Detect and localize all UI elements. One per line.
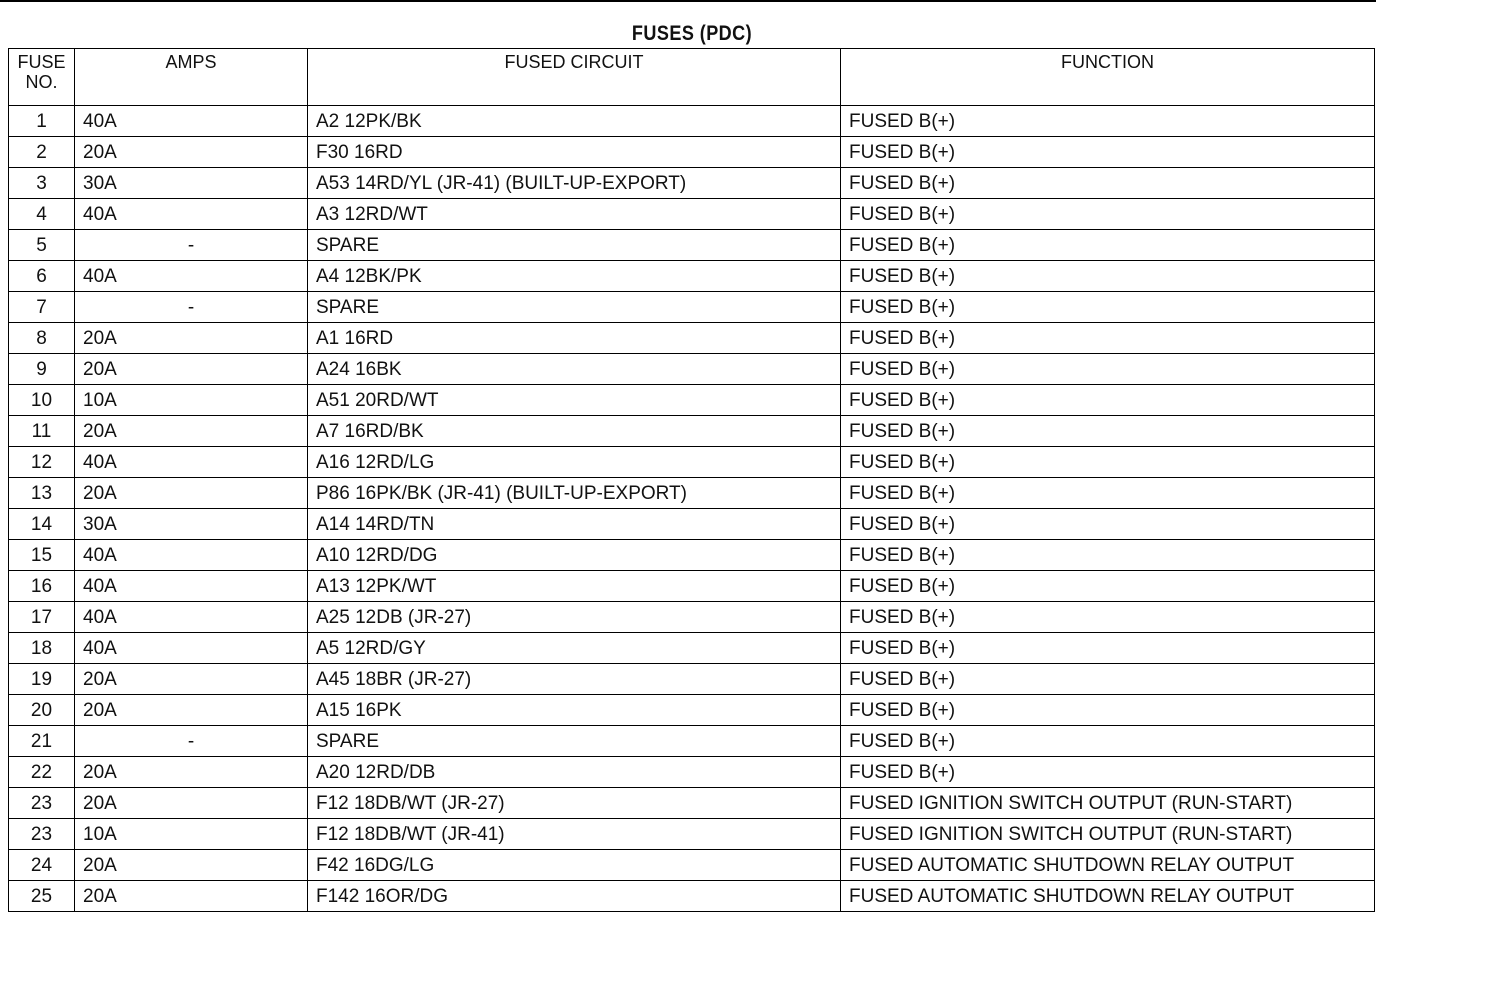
table-row (9, 571, 1375, 602)
fused-circuit-cell: F42 16DG/LG (308, 850, 841, 881)
table-row (9, 416, 1375, 447)
fuse-number-cell: 5 (9, 230, 75, 261)
fused-circuit-cell: A5 12RD/GY (308, 633, 841, 664)
amps-cell: 20A (75, 354, 308, 385)
function-cell: FUSED B(+) (841, 757, 1375, 788)
amps-cell: 30A (75, 509, 308, 540)
amps-cell: 30A (75, 168, 308, 199)
amps-cell: 40A (75, 540, 308, 571)
fuse-number-cell: 9 (9, 354, 75, 385)
fused-circuit-cell: A1 16RD (308, 323, 841, 354)
function-cell: FUSED B(+) (841, 447, 1375, 478)
amps-cell: 40A (75, 571, 308, 602)
fuse-number-cell: 7 (9, 292, 75, 323)
function-cell: FUSED IGNITION SWITCH OUTPUT (RUN-START) (841, 819, 1375, 850)
fused-circuit-cell: A45 18BR (JR-27) (308, 664, 841, 695)
function-cell: FUSED B(+) (841, 261, 1375, 292)
amps-cell: 10A (75, 819, 308, 850)
fused-circuit-cell: F30 16RD (308, 137, 841, 168)
fused-circuit-cell: A3 12RD/WT (308, 199, 841, 230)
table-row (9, 199, 1375, 230)
column-header-fuse-no (9, 49, 75, 106)
table-row (9, 695, 1375, 726)
table-row (9, 757, 1375, 788)
amps-cell: 40A (75, 633, 308, 664)
table-body (9, 106, 1375, 912)
top-rule (0, 0, 1376, 2)
fused-circuit-cell: A16 12RD/LG (308, 447, 841, 478)
function-cell: FUSED AUTOMATIC SHUTDOWN RELAY OUTPUT (841, 850, 1375, 881)
fused-circuit-cell: SPARE (308, 230, 841, 261)
table-row (9, 633, 1375, 664)
fuse-number-cell: 23 (9, 819, 75, 850)
function-cell: FUSED B(+) (841, 509, 1375, 540)
column-header-fused-circuit (308, 49, 841, 106)
amps-cell: 40A (75, 447, 308, 478)
table-row (9, 137, 1375, 168)
fused-circuit-cell: A13 12PK/WT (308, 571, 841, 602)
amps-cell: - (75, 292, 308, 323)
amps-cell: 20A (75, 416, 308, 447)
table-row (9, 602, 1375, 633)
table-row (9, 788, 1375, 819)
fuse-number-cell: 13 (9, 478, 75, 509)
fuse-number-cell: 3 (9, 168, 75, 199)
function-cell: FUSED B(+) (841, 540, 1375, 571)
fuse-table (8, 48, 1375, 912)
function-cell: FUSED B(+) (841, 385, 1375, 416)
fuse-number-cell: 15 (9, 540, 75, 571)
function-cell: FUSED B(+) (841, 199, 1375, 230)
fuse-number-cell: 12 (9, 447, 75, 478)
fused-circuit-cell: A15 16PK (308, 695, 841, 726)
function-cell: FUSED B(+) (841, 137, 1375, 168)
fused-circuit-cell: A2 12PK/BK (308, 106, 841, 137)
fuse-number-cell: 18 (9, 633, 75, 664)
table-row (9, 106, 1375, 137)
fuse-number-cell: 23 (9, 788, 75, 819)
fuse-number-cell: 17 (9, 602, 75, 633)
function-cell: FUSED B(+) (841, 726, 1375, 757)
fuse-number-cell: 2 (9, 137, 75, 168)
fused-circuit-cell: P86 16PK/BK (JR-41) (BUILT-UP-EXPORT) (308, 478, 841, 509)
fused-circuit-cell: A24 16BK (308, 354, 841, 385)
fuse-number-cell: 6 (9, 261, 75, 292)
table-row (9, 540, 1375, 571)
table-row (9, 664, 1375, 695)
function-cell: FUSED B(+) (841, 664, 1375, 695)
fuse-number-cell: 19 (9, 664, 75, 695)
amps-cell: 10A (75, 385, 308, 416)
table-row (9, 261, 1375, 292)
column-header-function-label: FUNCTION (1061, 52, 1154, 72)
table-row (9, 726, 1375, 757)
table-header (9, 49, 1375, 106)
fused-circuit-cell: A53 14RD/YL (JR-41) (BUILT-UP-EXPORT) (308, 168, 841, 199)
amps-cell: 40A (75, 602, 308, 633)
fuse-number-cell: 20 (9, 695, 75, 726)
amps-cell: 40A (75, 106, 308, 137)
fuse-number-cell: 16 (9, 571, 75, 602)
function-cell: FUSED B(+) (841, 416, 1375, 447)
table-row (9, 323, 1375, 354)
table-row (9, 881, 1375, 912)
table-row (9, 354, 1375, 385)
amps-cell: - (75, 230, 308, 261)
fused-circuit-cell: F12 18DB/WT (JR-27) (308, 788, 841, 819)
amps-cell: 20A (75, 137, 308, 168)
amps-cell: 20A (75, 788, 308, 819)
header-row (9, 49, 1375, 106)
function-cell: FUSED AUTOMATIC SHUTDOWN RELAY OUTPUT (841, 881, 1375, 912)
table-row (9, 850, 1375, 881)
fuse-number-cell: 14 (9, 509, 75, 540)
table-row (9, 385, 1375, 416)
function-cell: FUSED B(+) (841, 478, 1375, 509)
column-header-fuse-no-line1: FUSE (17, 52, 66, 72)
function-cell: FUSED IGNITION SWITCH OUTPUT (RUN-START) (841, 788, 1375, 819)
fuse-number-cell: 21 (9, 726, 75, 757)
fuse-number-cell: 11 (9, 416, 75, 447)
fused-circuit-cell: A14 14RD/TN (308, 509, 841, 540)
table-row (9, 168, 1375, 199)
fused-circuit-cell: SPARE (308, 726, 841, 757)
document-title: FUSES (PDC) (631, 22, 753, 45)
amps-cell: 20A (75, 664, 308, 695)
fused-circuit-cell: A4 12BK/PK (308, 261, 841, 292)
fused-circuit-cell: A7 16RD/BK (308, 416, 841, 447)
table-row (9, 509, 1375, 540)
fused-circuit-cell: A10 12RD/DG (308, 540, 841, 571)
function-cell: FUSED B(+) (841, 695, 1375, 726)
function-cell: FUSED B(+) (841, 633, 1375, 664)
fuse-number-cell: 22 (9, 757, 75, 788)
table-row (9, 478, 1375, 509)
amps-cell: 20A (75, 695, 308, 726)
amps-cell: 20A (75, 478, 308, 509)
column-header-function (841, 49, 1375, 106)
fused-circuit-cell: A20 12RD/DB (308, 757, 841, 788)
table-row (9, 819, 1375, 850)
fuse-number-cell: 1 (9, 106, 75, 137)
function-cell: FUSED B(+) (841, 292, 1375, 323)
function-cell: FUSED B(+) (841, 230, 1375, 261)
function-cell: FUSED B(+) (841, 106, 1375, 137)
amps-cell: 20A (75, 757, 308, 788)
fuse-number-cell: 8 (9, 323, 75, 354)
fused-circuit-cell: A51 20RD/WT (308, 385, 841, 416)
fuse-number-cell: 24 (9, 850, 75, 881)
column-header-amps-label: AMPS (165, 52, 217, 72)
column-header-amps (75, 49, 308, 106)
table-row (9, 447, 1375, 478)
fused-circuit-cell: SPARE (308, 292, 841, 323)
amps-cell: 40A (75, 261, 308, 292)
amps-cell: 20A (75, 850, 308, 881)
fused-circuit-cell: F12 18DB/WT (JR-41) (308, 819, 841, 850)
function-cell: FUSED B(+) (841, 602, 1375, 633)
fuse-number-cell: 10 (9, 385, 75, 416)
amps-cell: 40A (75, 199, 308, 230)
column-header-fuse-no-line2: NO. (25, 71, 58, 92)
table-row (9, 292, 1375, 323)
function-cell: FUSED B(+) (841, 571, 1375, 602)
fuse-number-cell: 25 (9, 881, 75, 912)
fused-circuit-cell: F142 16OR/DG (308, 881, 841, 912)
function-cell: FUSED B(+) (841, 168, 1375, 199)
fuse-number-cell: 4 (9, 199, 75, 230)
column-header-fused-circuit-label: FUSED CIRCUIT (504, 52, 644, 72)
function-cell: FUSED B(+) (841, 323, 1375, 354)
table-row (9, 230, 1375, 261)
amps-cell: 20A (75, 323, 308, 354)
amps-cell: 20A (75, 881, 308, 912)
fused-circuit-cell: A25 12DB (JR-27) (308, 602, 841, 633)
function-cell: FUSED B(+) (841, 354, 1375, 385)
amps-cell: - (75, 726, 308, 757)
